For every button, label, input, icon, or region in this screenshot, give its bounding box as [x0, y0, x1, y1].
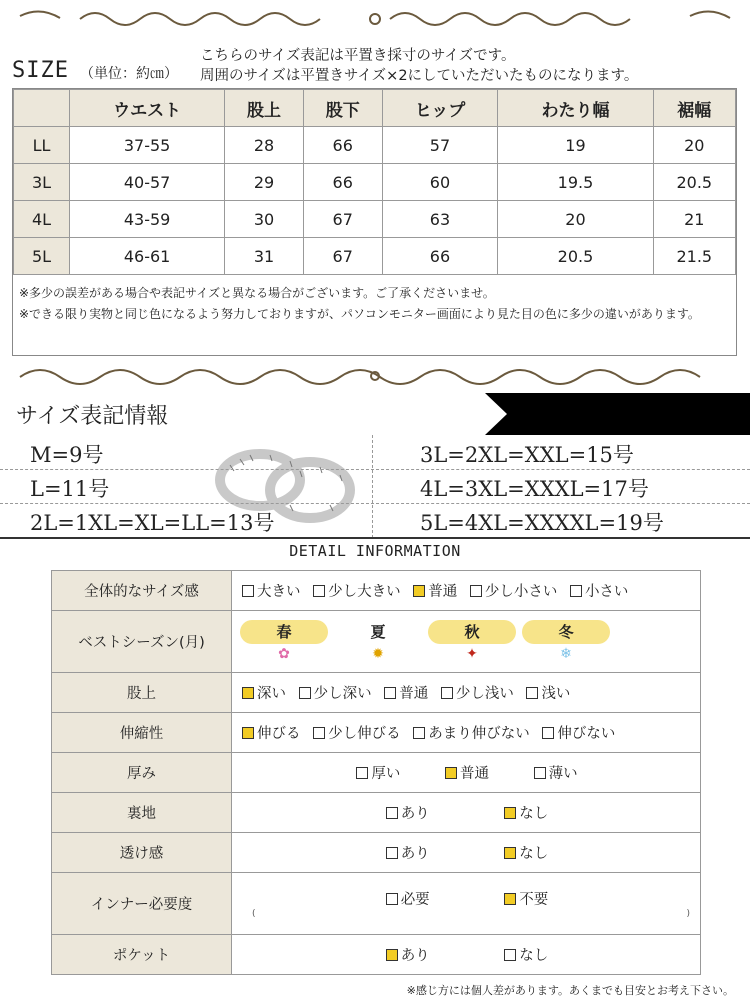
- detail-options: [232, 611, 701, 673]
- option: [386, 842, 430, 863]
- grid-bottom-border: [0, 537, 750, 539]
- size-footnote-1: ※多少の誤差がある場合や表記サイズと異なる場合がございます。ご了承くださいませ。: [19, 286, 495, 300]
- size-cell: 19: [498, 127, 653, 164]
- inner-note-brackets: [242, 909, 700, 919]
- detail-title: DETAIL INFORMATION: [289, 542, 461, 560]
- checkbox-checked-icon: [445, 767, 457, 779]
- size-table-row: [14, 127, 736, 164]
- size-cell: 66: [303, 164, 382, 201]
- detail-label: 透け感: [52, 833, 232, 873]
- maple-leaf-icon: ✦: [466, 645, 478, 662]
- decorative-ornament-middle: [0, 362, 750, 392]
- option: [526, 682, 570, 703]
- detail-options: [232, 935, 701, 975]
- option: [504, 842, 548, 863]
- detail-footnote: ※感じ方には個人差があります。あくまでも目安とお考え下さい。: [406, 984, 734, 997]
- checkbox-icon: [504, 949, 516, 961]
- detail-options: [232, 873, 701, 935]
- size-table-header-row: [14, 90, 736, 127]
- size-cell: 67: [303, 201, 382, 238]
- size-info-bar-arrow: [485, 393, 507, 435]
- size-cell: 63: [382, 201, 498, 238]
- size-table-row: [14, 164, 736, 201]
- size-table-row: [14, 201, 736, 238]
- size-header: [12, 46, 742, 86]
- detail-label: 全体的なサイズ感: [52, 571, 232, 611]
- option-label: 普通: [460, 766, 489, 782]
- size-row-label: 4L: [14, 201, 70, 238]
- detail-label: 伸縮性: [52, 713, 232, 753]
- option-label: なし: [519, 948, 549, 964]
- option: [356, 762, 400, 783]
- season-item: [240, 620, 328, 664]
- size-table: [13, 89, 736, 275]
- detail-options: [232, 673, 701, 713]
- detail-options: [232, 833, 701, 873]
- option-label: 深い: [257, 686, 286, 702]
- detail-label: ポケット: [52, 935, 232, 975]
- detail-row-fit: [52, 571, 701, 611]
- size-cell: 21: [653, 201, 735, 238]
- option: [504, 888, 548, 909]
- option-label: 小さい: [584, 584, 629, 600]
- size-equivalence: L=11号: [30, 477, 110, 501]
- option: [242, 580, 301, 601]
- size-cell: 40-57: [70, 164, 225, 201]
- size-col-header: ウエスト: [70, 90, 225, 127]
- checkbox-icon: [313, 727, 325, 739]
- checkbox-icon: [526, 687, 538, 699]
- paren-close: ): [686, 909, 690, 919]
- checkbox-checked-icon: [386, 949, 398, 961]
- option-label: 普通: [428, 584, 458, 600]
- size-equivalence: 5L=4XL=XXXXL=19号: [420, 511, 664, 535]
- option: [299, 682, 372, 703]
- option-label: 少し深い: [313, 686, 372, 702]
- option: [413, 580, 457, 601]
- size-cell: 67: [303, 238, 382, 275]
- detail-row-pocket: [52, 935, 701, 975]
- detail-row-sheer: [52, 833, 701, 873]
- option-label: 伸びる: [257, 726, 301, 742]
- checkbox-icon: [386, 847, 398, 859]
- size-row-label: 5L: [14, 238, 70, 275]
- option-label: 少し小さい: [484, 584, 558, 600]
- checkbox-checked-icon: [242, 687, 254, 699]
- option-label: 浅い: [541, 686, 571, 702]
- option: [242, 682, 286, 703]
- option: [445, 762, 489, 783]
- option-label: 薄い: [548, 766, 578, 782]
- option: [570, 580, 629, 601]
- size-equivalence: 2L=1XL=XL=LL=13号: [30, 511, 275, 535]
- checkbox-icon: [386, 893, 398, 905]
- option: [386, 802, 430, 823]
- size-col-header: 裾幅: [653, 90, 735, 127]
- option: [504, 944, 548, 965]
- detail-row-rise: [52, 673, 701, 713]
- option-label: あまり伸びない: [428, 726, 530, 742]
- snowflake-icon: ❄: [560, 645, 572, 662]
- size-title: SIZE: [12, 58, 69, 83]
- checkbox-icon: [356, 767, 368, 779]
- checkbox-checked-icon: [413, 585, 425, 597]
- checkbox-icon: [470, 585, 482, 597]
- detail-row-lining: [52, 793, 701, 833]
- checkbox-checked-icon: [242, 727, 254, 739]
- option: [413, 722, 530, 743]
- size-cell: 30: [225, 201, 304, 238]
- size-row-label: LL: [14, 127, 70, 164]
- detail-row-thickness: [52, 753, 701, 793]
- grid-divider: [0, 469, 750, 470]
- size-cell: 46-61: [70, 238, 225, 275]
- size-equivalence: 4L=3XL=XXXL=17号: [420, 477, 649, 501]
- checkbox-icon: [242, 585, 254, 597]
- option-label: 大きい: [257, 584, 301, 600]
- size-info-grid: [0, 435, 750, 538]
- paren-open: (: [252, 909, 256, 919]
- option: [542, 722, 615, 743]
- size-cell: 37-55: [70, 127, 225, 164]
- detail-label: ベストシーズン(月): [52, 611, 232, 673]
- size-cell: 20.5: [498, 238, 653, 275]
- checkbox-checked-icon: [504, 847, 516, 859]
- size-footnote-2: ※できる限り実物と同じ色になるよう努力しておりますが、パソコンモニター画面により見た目の色に多少の違いがあります。: [19, 307, 700, 321]
- season-pill: 春: [240, 620, 328, 644]
- size-note-1: こちらのサイズ表記は平置き採寸のサイズです。: [200, 48, 516, 64]
- option-label: 少し大きい: [328, 584, 401, 600]
- option: [534, 762, 578, 783]
- checkbox-checked-icon: [504, 807, 516, 819]
- detail-options: [232, 571, 701, 611]
- detail-label: インナー必要度: [52, 873, 232, 935]
- size-col-header: わたり幅: [498, 90, 653, 127]
- detail-label: 厚み: [52, 753, 232, 793]
- size-cell: 20: [498, 201, 653, 238]
- size-cell: 28: [225, 127, 304, 164]
- checkbox-checked-icon: [504, 893, 516, 905]
- decorative-ornament-top: [0, 4, 750, 34]
- option: [504, 802, 548, 823]
- checkbox-icon: [570, 585, 582, 597]
- size-table-container: [12, 88, 737, 356]
- size-col-header: ヒップ: [382, 90, 498, 127]
- option-label: あり: [400, 948, 430, 964]
- detail-row-stretch: [52, 713, 701, 753]
- size-cell: 20: [653, 127, 735, 164]
- season-pill: 夏: [334, 620, 422, 644]
- option: [313, 722, 401, 743]
- size-equivalence: M=9号: [30, 443, 104, 467]
- season-pill: 秋: [428, 620, 516, 644]
- detail-options: [232, 713, 701, 753]
- option: [386, 888, 430, 909]
- option: [242, 722, 301, 743]
- option-label: なし: [519, 846, 549, 862]
- sakura-icon: ✿: [278, 645, 290, 662]
- checkbox-icon: [299, 687, 311, 699]
- option-label: なし: [519, 806, 549, 822]
- size-equivalence: 3L=2XL=XXL=15号: [420, 443, 634, 467]
- option-label: 厚い: [371, 766, 401, 782]
- size-notes: [200, 46, 638, 86]
- checkbox-icon: [534, 767, 546, 779]
- checkbox-icon: [313, 585, 325, 597]
- option-label: 少し浅い: [455, 686, 514, 702]
- season-item: [428, 620, 516, 664]
- size-cell: 29: [225, 164, 304, 201]
- option-label: 伸びない: [557, 726, 616, 742]
- checkbox-icon: [441, 687, 453, 699]
- option-label: 必要: [400, 892, 430, 908]
- detail-options: [232, 793, 701, 833]
- season-item: [334, 620, 422, 664]
- grid-divider-vertical: [372, 435, 373, 538]
- size-cell: 19.5: [498, 164, 653, 201]
- detail-table: [51, 570, 701, 975]
- option-label: 不要: [519, 892, 549, 908]
- size-col-header: 股上: [225, 90, 304, 127]
- size-info-title: サイズ表記情報: [16, 404, 169, 429]
- season-list: [232, 616, 700, 668]
- size-cell: 66: [303, 127, 382, 164]
- option-label: 普通: [399, 686, 429, 702]
- checkbox-icon: [413, 727, 425, 739]
- size-cell: 66: [382, 238, 498, 275]
- option-label: あり: [400, 806, 430, 822]
- option: [386, 944, 430, 965]
- option: [384, 682, 428, 703]
- checkbox-icon: [386, 807, 398, 819]
- size-table-row: [14, 238, 736, 275]
- detail-options: [232, 753, 701, 793]
- option: [441, 682, 514, 703]
- size-cell: 60: [382, 164, 498, 201]
- sunflower-icon: ✹: [372, 645, 384, 662]
- checkbox-icon: [542, 727, 554, 739]
- size-unit: （単位：約㎝）: [80, 66, 178, 82]
- size-col-header: 股下: [303, 90, 382, 127]
- option: [470, 580, 558, 601]
- detail-label: 股上: [52, 673, 232, 713]
- size-cell: 57: [382, 127, 498, 164]
- detail-label: 裏地: [52, 793, 232, 833]
- detail-row-season: [52, 611, 701, 673]
- season-pill: 冬: [522, 620, 610, 644]
- detail-row-inner: [52, 873, 701, 935]
- size-note-2: 周囲のサイズは平置きサイズ×2にしていただいたものになります。: [200, 68, 639, 84]
- checkbox-icon: [384, 687, 396, 699]
- size-cell: 43-59: [70, 201, 225, 238]
- size-footnotes: [13, 275, 736, 333]
- option: [313, 580, 401, 601]
- size-row-label: 3L: [14, 164, 70, 201]
- grid-divider: [0, 503, 750, 504]
- size-cell: 20.5: [653, 164, 735, 201]
- size-cell: 31: [225, 238, 304, 275]
- size-info-section: [0, 393, 750, 539]
- option-label: あり: [400, 846, 430, 862]
- season-item: [522, 620, 610, 664]
- size-cell: 21.5: [653, 238, 735, 275]
- option-label: 少し伸びる: [328, 726, 401, 742]
- size-col-header: [14, 90, 70, 127]
